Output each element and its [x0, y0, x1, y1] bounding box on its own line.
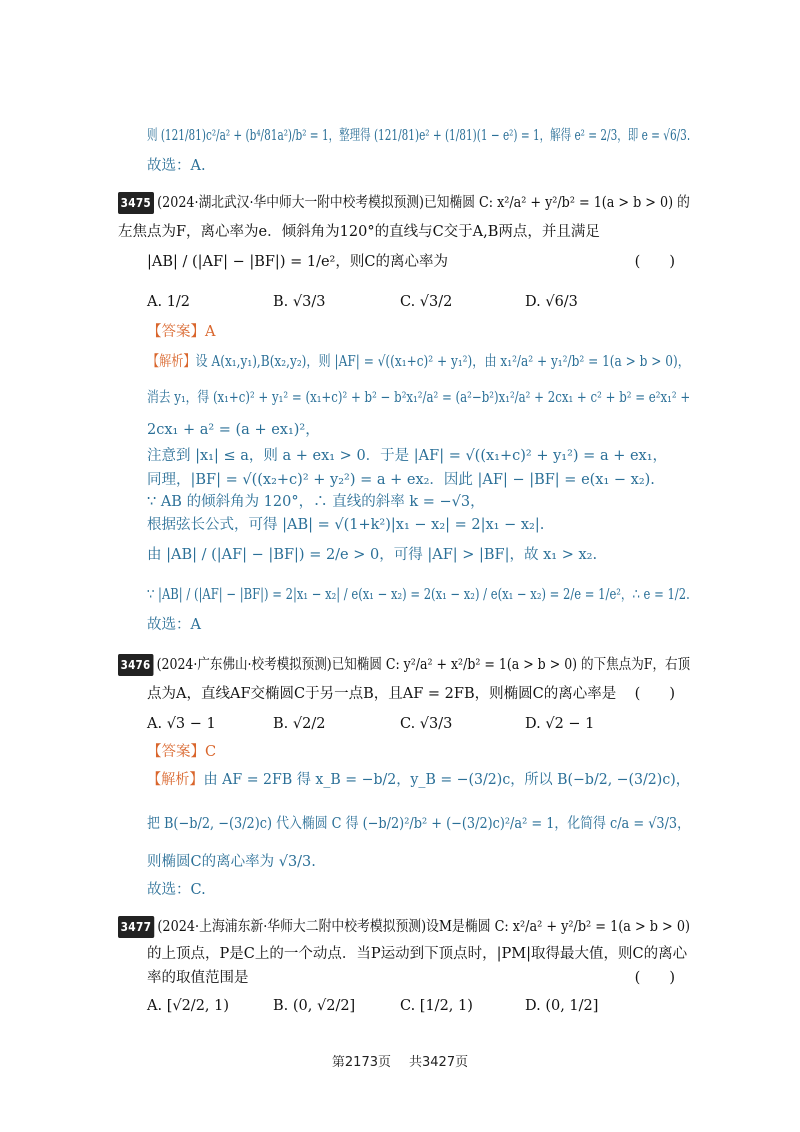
- problem-3475-stem-3: |AB| / (|AF| − |BF|) = 1/e²，则C的离心率为: [147, 254, 448, 270]
- option-d: D. √6/3: [525, 294, 578, 310]
- option-a: A. √3 − 1: [147, 716, 216, 732]
- problem-3477-stem-3: 率的取值范围是: [147, 970, 249, 986]
- prev-conclusion: 故选：A.: [147, 158, 206, 174]
- option-a: A. [√2/2, 1): [147, 998, 230, 1014]
- answer-blank: ( ): [634, 970, 675, 986]
- page-footer: [0, 1051, 800, 1070]
- problem-3476-stem-2: 点为A，直线AF交椭圆C于另一点B，且AF = 2FB，则椭圆C的离心率是: [147, 686, 617, 702]
- answer-line: [147, 742, 216, 762]
- option-c: C. [1/2, 1): [400, 998, 473, 1014]
- analysis-text-1: 由 AF = 2FB 得 x_B = −b/2，y_B = −(3/2)c，所以 B(−b/2, −(3/2)c)，: [203, 772, 690, 788]
- prev-solution-line-1: 则 (121/81)c²/a² + (b⁴/81a²)/b² = 1，整理得 (121/81)e² + (1/81)(1 − e²) = 1，解得 e² = 2/3，即 e = √6/3.: [147, 128, 691, 144]
- problem-3475-stem-1: (2024·湖北武汉·华中师大一附中校考模拟预测)已知椭圆 C: x²/a² + y²/b² = 1(a > b > 0) 的: [157, 195, 690, 211]
- problem-3477-line-1: [118, 916, 690, 938]
- problem-number-badge: 3476: [118, 654, 153, 676]
- page-number: 第2173页: [331, 1055, 391, 1070]
- page-total: 共3427页: [409, 1055, 469, 1070]
- analysis-conclusion: 故选：C.: [147, 882, 206, 898]
- analysis-label: 【解析】: [147, 772, 204, 788]
- problem-3477-stem-1: (2024·上海浦东新·华师大二附中校考模拟预测)设M是椭圆 C: x²/a² + y²/b² = 1(a > b > 0): [157, 919, 691, 935]
- problem-3475-stem-2: 左焦点为F，离心率为e．倾斜角为120°的直线与C交于A,B两点，并且满足: [118, 224, 600, 240]
- analysis-text-9: ∵ |AB| / (|AF| − |BF|) = 2|x₁ − x₂| / e(x₁ − x₂) = 2(x₁ − x₂) / e(x₁ − x₂) = 2/e = 1/e²，∴ e = 1/2.: [147, 587, 690, 603]
- analysis-text-3: 2cx₁ + a² = (a + ex₁)²，: [147, 422, 320, 438]
- analysis-text-8: 由 |AB| / (|AF| − |BF|) = 2/e > 0，可得 |AF| > |BF|，故 x₁ > x₂.: [147, 547, 598, 563]
- answer-blank: ( ): [634, 686, 675, 702]
- problem-3476-line-1: [118, 654, 690, 676]
- analysis-text-2: 把 B(−b/2, −(3/2)c) 代入椭圆 C 得 (−b/2)²/b² + (−(3/2)c)²/a² = 1，化简得 c/a = √3/3，: [147, 816, 691, 832]
- option-c: C. √3/3: [400, 716, 453, 732]
- analysis-line-1: [147, 352, 690, 372]
- option-b: B. (0, √2/2]: [273, 998, 356, 1014]
- analysis-text-2: 消去 y₁，得 (x₁+c)² + y₁² = (x₁+c)² + b² − b²x₁²/a² = (a²−b²)x₁²/a² + 2cx₁ + c² + b² = e²x₁² +: [147, 390, 691, 406]
- answer-label: 【答案】: [147, 324, 205, 340]
- analysis-label: 【解析】: [147, 354, 196, 370]
- answer-value: A: [205, 324, 216, 340]
- problem-3477-stem-2: 的上顶点，P是C上的一个动点．当P运动到下顶点时，|PM|取得最大值，则C的离心: [147, 946, 688, 962]
- analysis-conclusion: 故选：A: [147, 617, 201, 633]
- problem-3475-line-1: [118, 192, 690, 214]
- problem-3476-stem-1: (2024·广东佛山·校考模拟预测)已知椭圆 C: y²/a² + x²/b² = 1(a > b > 0) 的下焦点为F，右顶: [156, 657, 691, 673]
- problem-number-badge: 3477: [118, 916, 154, 938]
- analysis-text-4: 注意到 |x₁| ≤ a，则 a + ex₁ > 0．于是 |AF| = √((x₁+c)² + y₁²) = a + ex₁，: [147, 448, 668, 464]
- analysis-text-3: 则椭圆C的离心率为 √3/3.: [147, 854, 316, 870]
- answer-blank: ( ): [634, 254, 675, 270]
- analysis-line-1: [147, 770, 690, 790]
- analysis-text-6: ∵ AB 的倾斜角为 120°，∴ 直线的斜率 k = −√3，: [147, 494, 485, 510]
- analysis-text-7: 根据弦长公式，可得 |AB| = √(1+k²)|x₁ − x₂| = 2|x₁ − x₂|.: [147, 517, 545, 533]
- problem-number-badge: 3475: [118, 192, 154, 214]
- analysis-text-1: 设 A(x₁,y₁),B(x₂,y₂)，则 |AF| = √((x₁+c)² + y₁²)，由 x₁²/a² + y₁²/b² = 1(a > b > 0)，: [195, 354, 690, 370]
- analysis-text-5: 同理，|BF| = √((x₂+c)² + y₂²) = a + ex₂．因此 |AF| − |BF| = e(x₁ − x₂).: [147, 472, 655, 488]
- option-d: D. (0, 1/2]: [525, 998, 599, 1014]
- answer-label: 【答案】: [147, 744, 205, 760]
- option-b: B. √3/3: [273, 294, 326, 310]
- option-c: C. √3/2: [400, 294, 453, 310]
- option-b: B. √2/2: [273, 716, 326, 732]
- option-a: A. 1/2: [147, 294, 191, 310]
- answer-value: C: [205, 744, 217, 760]
- option-d: D. √2 − 1: [525, 716, 595, 732]
- answer-line: [147, 322, 215, 342]
